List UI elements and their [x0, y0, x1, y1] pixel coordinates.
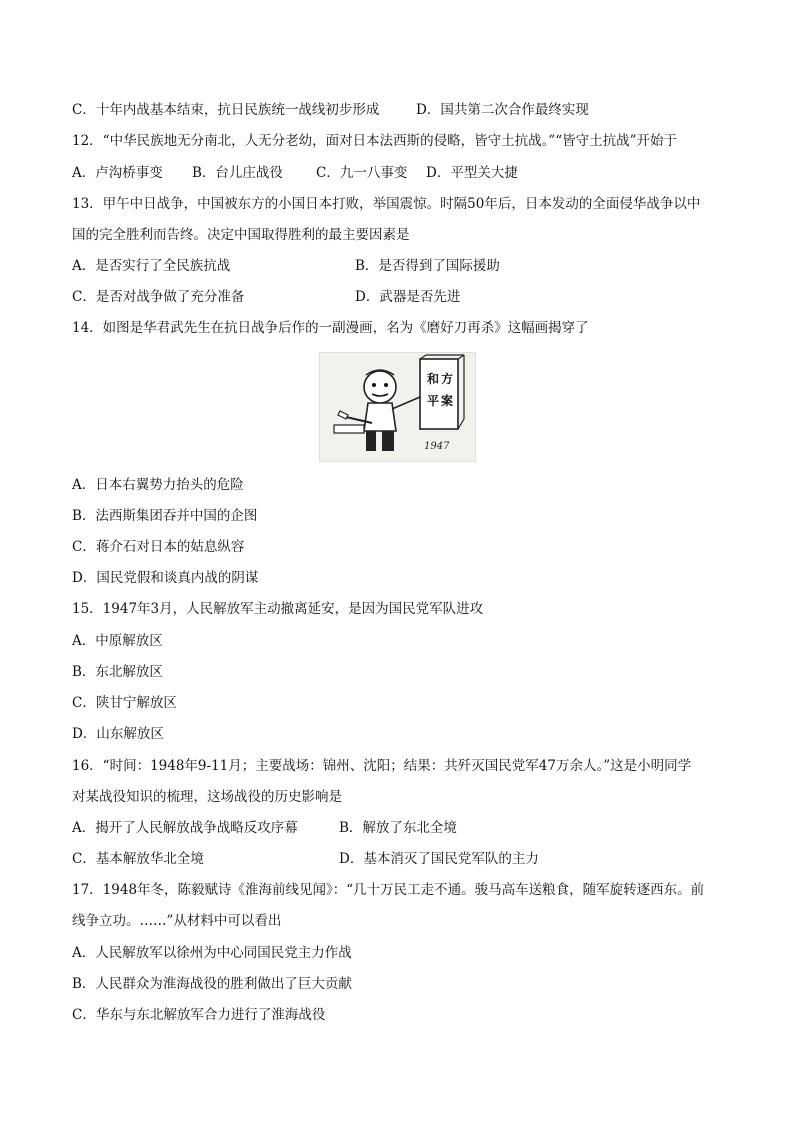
q12-option-a[interactable]: A．卢沟桥事变: [72, 165, 163, 181]
q17-option-b[interactable]: B．人民群众为淮海战役的胜利做出了巨大贡献: [72, 976, 352, 992]
q12-stem: 12．“中华民族地无分南北，人无分老幼，面对日本法西斯的侵略，皆守土抗战。”“皆守土抗战”开始于: [72, 133, 678, 149]
q12-options-row: [72, 161, 724, 185]
q13-option-b[interactable]: B．是否得到了国际援助: [355, 258, 500, 274]
q13-stem-line1: 13．甲午中日战争，中国被东方的小国日本打败，举国震惊。时隔50年后，日本发动的全面侵华战争以中: [72, 196, 701, 212]
q17-option-a[interactable]: A．人民解放军以徐州为中心同国民党主力作战: [72, 945, 352, 961]
q13-options-row1: [72, 254, 724, 278]
q15-option-d[interactable]: D．山东解放区: [72, 726, 164, 742]
sign-char-3: 平: [427, 394, 440, 408]
q16-option-d[interactable]: D．基本消灭了国民党军队的主力: [339, 851, 539, 867]
cartoon-illustration: [319, 352, 476, 462]
q15-stem: 15．1947年3月，人民解放军主动撤离延安，是因为国民党军队进攻: [72, 601, 484, 617]
q16-stem-line2: 对某战役知识的梳理，这场战役的历史影响是: [72, 789, 342, 805]
q13-options-row2: [72, 285, 724, 309]
sign-char-1: 和: [427, 372, 440, 386]
cartoon-icon: [320, 353, 475, 461]
q15-option-a[interactable]: A．中原解放区: [72, 633, 163, 649]
q11-option-d[interactable]: D．国共第二次合作最终实现: [416, 102, 589, 118]
q16-stem-line1: 16．“时间：1948年9-11月；主要战场：锦州、沈阳；结果：共歼灭国民党军47万余人。”这是小明同学: [72, 758, 692, 774]
q14-stem: 14．如图是华君武先生在抗日战争后作的一副漫画，名为《磨好刀再杀》这幅画揭穿了: [72, 320, 589, 336]
q12-option-b[interactable]: B．台儿庄战役: [192, 165, 283, 181]
sign-char-2: 方: [441, 372, 454, 386]
q17-stem-line1: 17．1948年冬，陈毅赋诗《淮海前线见闻》：“几十万民工走不通。骏马高车送粮食，随军旋转逐西东。前: [72, 882, 705, 898]
sign-char-4: 案: [441, 394, 454, 408]
q17-stem-line2: 线争立功。……”从材料中可以看出: [72, 913, 282, 929]
q16-options-row2: [72, 847, 724, 871]
q14-option-b[interactable]: B．法西斯集团吞并中国的企图: [72, 508, 258, 524]
q15-option-c[interactable]: C．陕甘宁解放区: [72, 695, 177, 711]
q14-option-a[interactable]: A．日本右翼势力抬头的危险: [72, 477, 244, 493]
q16-option-c[interactable]: C．基本解放华北全境: [72, 851, 204, 867]
q14-option-c[interactable]: C．蒋介石对日本的姑息纵容: [72, 539, 245, 555]
cartoon-year: 1947: [424, 441, 450, 452]
q15-option-b[interactable]: B．东北解放区: [72, 664, 163, 680]
q13-option-c[interactable]: C．是否对战争做了充分准备: [72, 289, 245, 305]
q16-option-a[interactable]: A．揭开了人民解放战争战略反攻序幕: [72, 820, 298, 836]
q12-option-d[interactable]: D．平型关大捷: [426, 165, 518, 181]
q11-options-row: [72, 98, 724, 122]
q13-stem-line2: 国的完全胜利而告终。决定中国取得胜利的最主要因素是: [72, 227, 410, 243]
q13-option-a[interactable]: A．是否实行了全民族抗战: [72, 258, 231, 274]
q16-options-row1: [72, 816, 724, 840]
q13-option-d[interactable]: D．武器是否先进: [355, 289, 461, 305]
q16-option-b[interactable]: B．解放了东北全境: [339, 820, 457, 836]
q17-option-c[interactable]: C．华东与东北解放军合力进行了淮海战役: [72, 1007, 326, 1023]
q11-option-c[interactable]: C．十年内战基本结束，抗日民族统一战线初步形成: [72, 102, 380, 118]
q12-option-c[interactable]: C．九一八事变: [316, 165, 408, 181]
q14-option-d[interactable]: D．国民党假和谈真内战的阴谋: [72, 570, 259, 586]
